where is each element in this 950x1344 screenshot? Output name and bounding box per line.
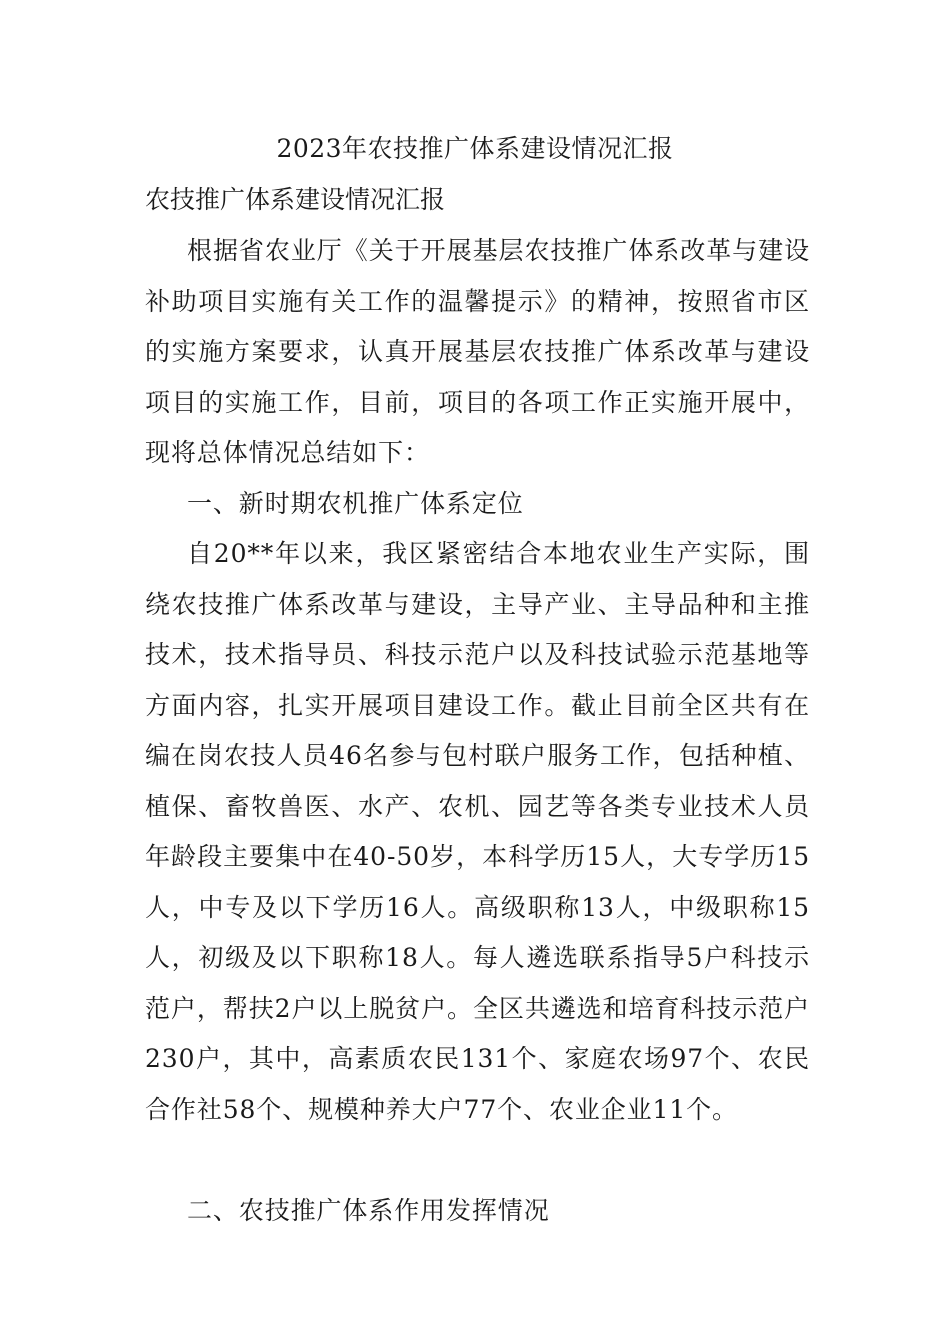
document-title: 2023年农技推广体系建设情况汇报 [276, 134, 674, 163]
section-1-body: 自20**年以来，我区紧密结合本地农业生产实际，围绕农技推广体系改革与建设，主导产业、主导品种和主推技术，技术指导员、科技示范户以及科技试验示范基地等方面内容，扎实开展项目建设工作。截止目前全区共有在编在岗农技人员46名参与包村联户服务工作，包括种植、植保、畜牧兽医、水产、农机、园艺等各类专业技术人员年龄段主要集中在40-50岁，本科学历15人，大专学历15人，中专及以下学历16人。高级职称13人，中级职称15人，初级及以下职称18人。每人遴选联系指导5户科技示范户，帮扶2户以上脱贫户。全区共遴选和培育科技示范户230户，其中，高素质农民131个、家庭农场97个、农民合作社58个、规模种养大户77个、农业企业11个。 [145, 539, 810, 1124]
section-2-heading: 二、农技推广体系作用发挥情况 [187, 1196, 550, 1225]
intro-paragraph: 根据省农业厅《关于开展基层农技推广体系改革与建设补助项目实施有关工作的温馨提示》的精神，按照省市区的实施方案要求，认真开展基层农技推广体系改革与建设项目的实施工作，目前，项目的各项工作正实施开展中，现将总体情况总结如下： [145, 236, 810, 467]
document-subtitle: 农技推广体系建设情况汇报 [145, 185, 446, 214]
section-1-heading: 一、新时期农机推广体系定位 [187, 489, 524, 518]
